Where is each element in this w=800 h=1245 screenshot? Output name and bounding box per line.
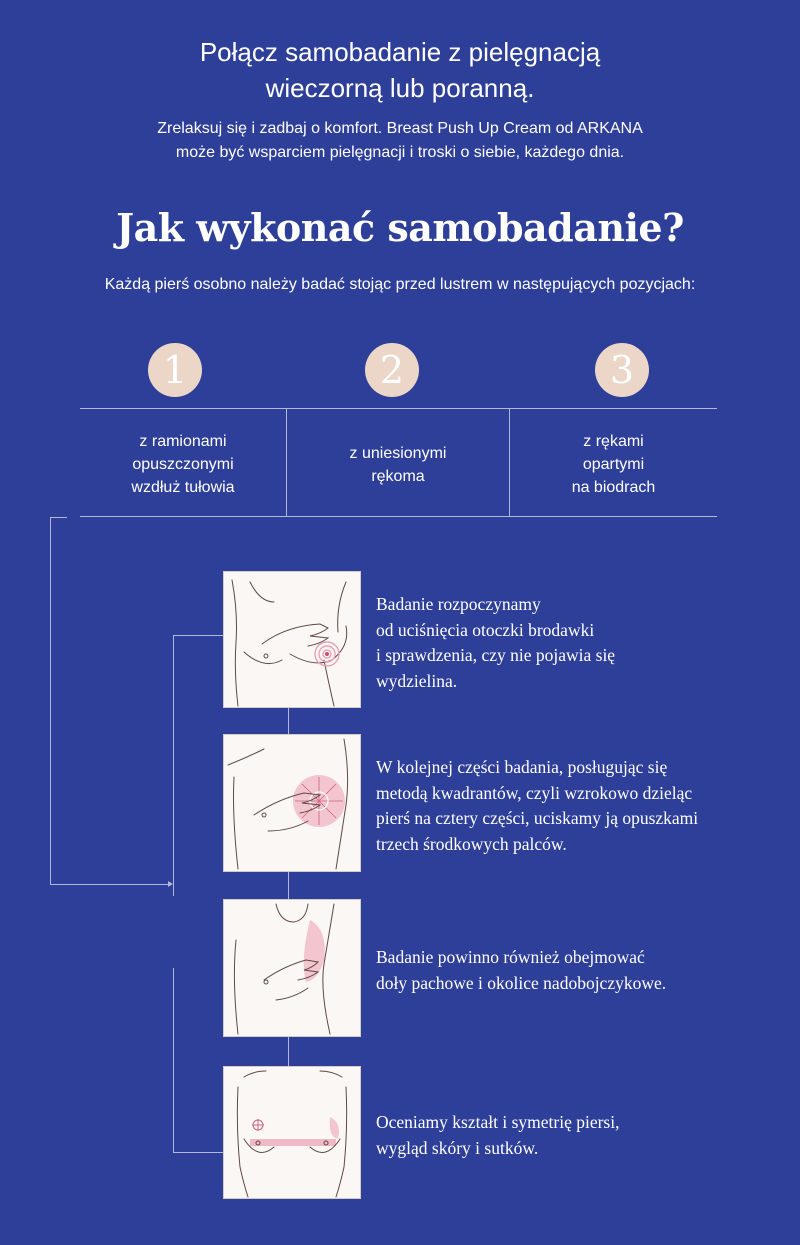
step-2-text	[376, 755, 698, 857]
bracket-upper-top	[173, 635, 223, 636]
position-3-line-3: na biodrach	[571, 479, 656, 496]
position-label-2	[287, 442, 509, 488]
step-4-line-1: Oceniamy kształt i symetrię piersi,	[376, 1112, 620, 1132]
position-number-3: 3	[595, 343, 649, 397]
position-3-line-2: opartymi	[582, 456, 645, 473]
step-4-line-2: wygląd skóry i sutków.	[376, 1137, 539, 1158]
step-2-line-4: trzech środkowych palców.	[376, 833, 567, 854]
position-3-line-1: z rękami	[583, 433, 644, 450]
step-2-line-3: pierś na cztery części, uciskamy ją opuszkami	[376, 808, 699, 828]
step-3-text	[376, 945, 666, 996]
step-1-line-3: i sprawdzenia, czy nie pojawia się	[376, 645, 616, 665]
symmetry-check-illustration	[223, 1066, 361, 1199]
bracket-upper-vertical	[173, 635, 174, 896]
quadrant-method-illustration	[223, 734, 361, 872]
table-top-divider	[80, 408, 717, 409]
position-1-line-1: z ramionami	[139, 433, 227, 450]
headline-line-1: Połącz samobadanie z pielęgnacją	[199, 37, 601, 67]
connector-left-vertical	[50, 517, 51, 884]
intro-line-2: może być wsparciem pielęgnacji i troski o siebie, każdego dnia.	[175, 144, 625, 161]
position-number-2: 2	[365, 343, 419, 397]
step-3-line-1: Badanie powinno również obejmować	[376, 947, 645, 967]
step-4-text	[376, 1110, 619, 1161]
nipple-press-illustration	[223, 571, 361, 708]
section-subtitle: Każdą pierś osobno należy badać stojąc przed lustrem w następujących pozycjach:	[104, 276, 696, 293]
connector-top-stub	[50, 517, 67, 518]
step-1-line-1: Badanie rozpoczynamy	[376, 594, 541, 614]
card-link-3	[288, 1035, 289, 1066]
bracket-lower-vertical	[173, 968, 174, 1152]
step-2-line-2: metodą kwadrantów, czyli wzrokowo dzieląc	[376, 782, 693, 803]
headline-line-2: wieczorną lub poranną.	[265, 73, 535, 103]
position-1-line-3: wzdłuż tułowia	[131, 479, 235, 496]
step-2-line-1: W kolejnej części badania, posługując się	[376, 757, 668, 777]
position-label-3	[510, 430, 717, 499]
section-title: Jak wykonać samobadanie?	[116, 205, 684, 250]
position-label-1	[80, 430, 286, 499]
armpit-check-illustration	[223, 899, 361, 1037]
table-bottom-divider	[80, 516, 717, 517]
position-2-line-1: z uniesionymi	[349, 445, 447, 462]
connector-arrow-line	[50, 884, 168, 885]
step-1-line-2: od uciśnięcia otoczki brodawki	[376, 619, 595, 640]
step-3-line-2: doły pachowe i okolice nadobojczykowe.	[376, 972, 667, 993]
position-number-1: 1	[148, 343, 202, 397]
intro-line-1: Zrelaksuj się i zadbaj o komfort. Breast Push Up Cream od ARKANA	[157, 120, 643, 137]
bracket-lower-bottom	[173, 1152, 223, 1153]
card-link-1	[288, 708, 289, 734]
step-1-line-4: wydzielina.	[376, 670, 458, 691]
card-link-2	[288, 870, 289, 899]
position-2-line-2: rękoma	[371, 468, 425, 485]
position-1-line-2: opuszczonymi	[132, 456, 234, 473]
step-1-text	[376, 592, 615, 694]
